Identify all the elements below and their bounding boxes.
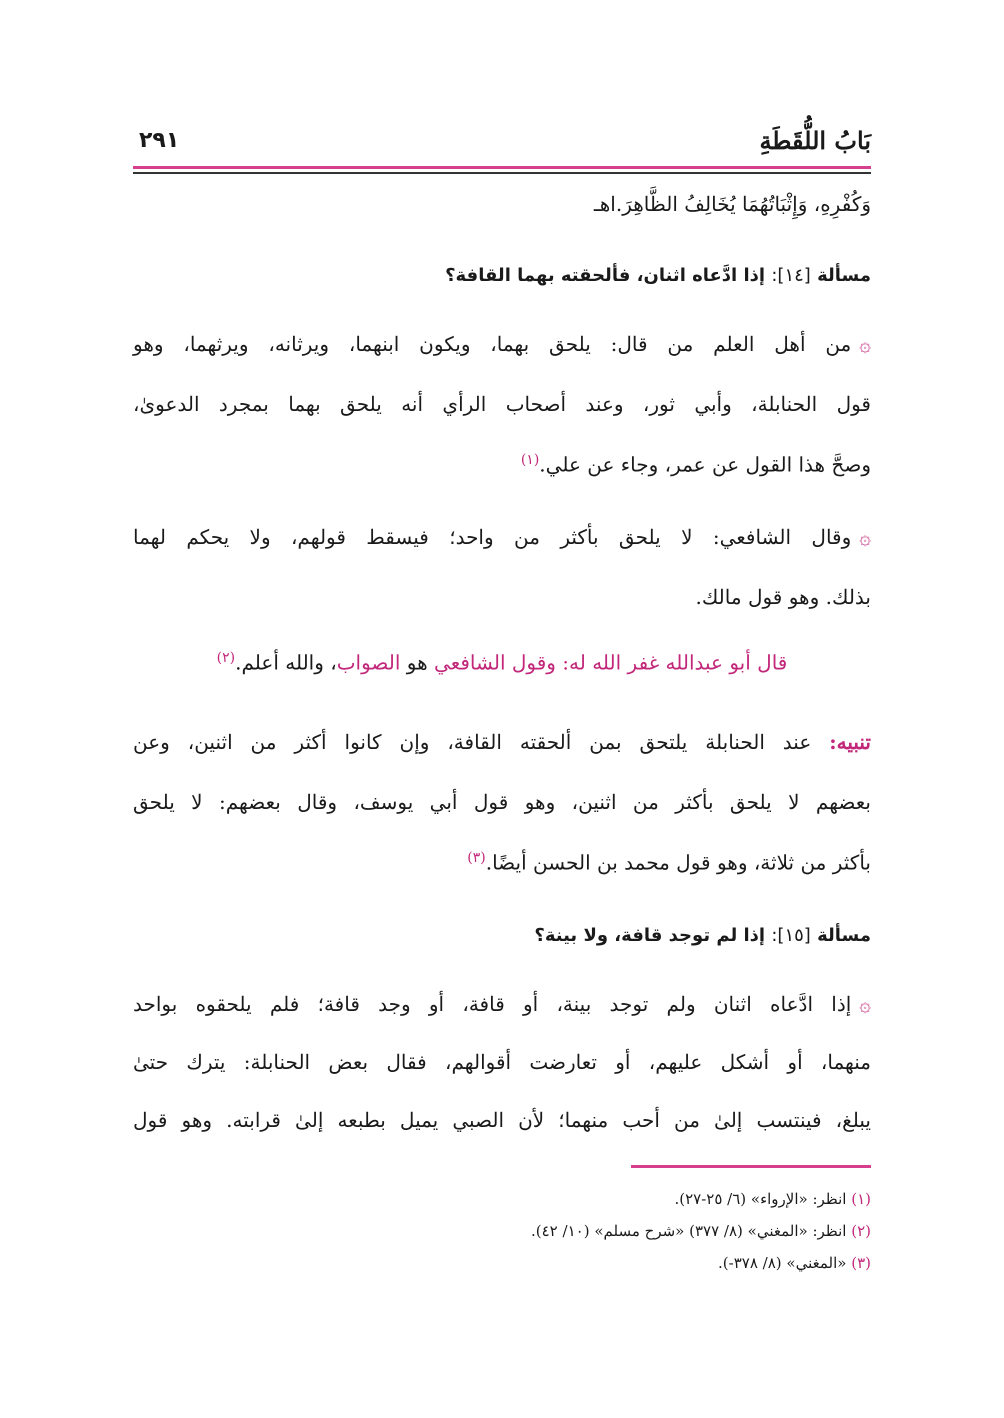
footnote-item: (١) انظر: «الإرواء» (٦/ ٢٥-٢٧). xyxy=(674,1190,871,1208)
footnote-separator xyxy=(631,1165,871,1168)
paragraph-line: بذلك. وهو قول مالك. xyxy=(695,585,871,609)
paragraph-line: ۞من أهل العلم من قال: يلحق بهما، ويكون ابنهما، ويرثانه، ويرثهما، وهو xyxy=(133,332,871,356)
footnote-ref[interactable]: (٣) xyxy=(467,850,486,866)
paragraph-line: ۞إذا ادَّعاه اثنان ولم توجد بينة، أو قافة، أو وجد قافة؛ فلم يلحقوه بواحد xyxy=(133,992,871,1016)
paragraph-line: قول الحنابلة، وأبي ثور، وعند أصحاب الرأي أنه يلحق بهما بمجرد الدعوىٰ، xyxy=(133,392,871,416)
author-attribution: قال أبو عبدالله غفر الله له: xyxy=(562,650,788,675)
footnote-item: (٣) «المغني» (٨/ ٣٧٨-). xyxy=(718,1254,871,1272)
footnote-ref[interactable]: (١) xyxy=(520,452,540,468)
opening-line: وَكُفْرِهِ، وَإِثْبَاتُهُمَا يُخَالِفُ الظَّاهِرَ.اهـ xyxy=(593,192,871,216)
header-rule-dark xyxy=(133,172,871,174)
paragraph-line: يبلغ، فينتسب إلىٰ من أحب منهما؛ لأن الصبي يميل بطبعه إلىٰ قرابته. وهو قول xyxy=(133,1108,871,1132)
section-heading-14 xyxy=(133,265,871,286)
section-number: [١٤]: xyxy=(771,265,811,286)
section-heading-15 xyxy=(133,925,871,946)
flower-icon: ۞ xyxy=(859,525,871,549)
flower-icon: ۞ xyxy=(859,992,871,1016)
paragraph-line: وصحَّ هذا القول عن عمر، وجاء عن علي.$^{(١)}$ xyxy=(520,452,871,477)
author-conclusion: قال أبو عبدالله غفر الله له: وقول الشافعي هو الصواب، والله أعلم.$^{(٢)}$ xyxy=(216,650,788,675)
note-line: بعضهم لا يلحق بأكثر من اثنين، وهو قول أبي يوسف، وقال بعضهم: لا يلحق xyxy=(133,790,871,814)
footnote-item: (٢) انظر: «المغني» (٨/ ٣٧٧) «شرح مسلم» (١٠/ ٤٢). xyxy=(531,1222,871,1240)
section-title: إذا ادَّعاه اثنان، فألحقته بهما القافة؟ xyxy=(445,265,766,286)
note-line: بأكثر من ثلاثة، وهو قول محمد بن الحسن أيضًا.$^{(٣)}$ xyxy=(467,850,871,875)
page-header xyxy=(133,118,871,158)
paragraph-line: ۞وقال الشافعي: لا يلحق بأكثر من واحد؛ فيسقط قولهم، ولا يحكم لهما xyxy=(133,525,871,549)
flower-icon: ۞ xyxy=(859,332,871,356)
note-line: تنبيه: عند الحنابلة يلتحق بمن ألحقته القافة، وإن كانوا أكثر من اثنين، وعن xyxy=(133,730,871,754)
section-number: [١٥]: xyxy=(771,925,811,946)
section-title: إذا لم توجد قافة، ولا بينة؟ xyxy=(534,925,766,946)
page-number: ٢٩١ xyxy=(139,128,180,153)
chapter-title: بَابُ اللُّقَطَةِ xyxy=(759,126,871,155)
section-label: مسألة xyxy=(817,925,871,946)
note-label: تنبيه: xyxy=(829,730,871,754)
section-label: مسألة xyxy=(817,265,871,286)
footnote-ref[interactable]: (٢) xyxy=(216,650,236,666)
paragraph-line: منهما، أو أشكل عليهم، أو تعارضت أقوالهم، فقال بعض الحنابلة: يترك حتىٰ xyxy=(133,1050,871,1074)
header-rule-pink xyxy=(133,166,871,169)
